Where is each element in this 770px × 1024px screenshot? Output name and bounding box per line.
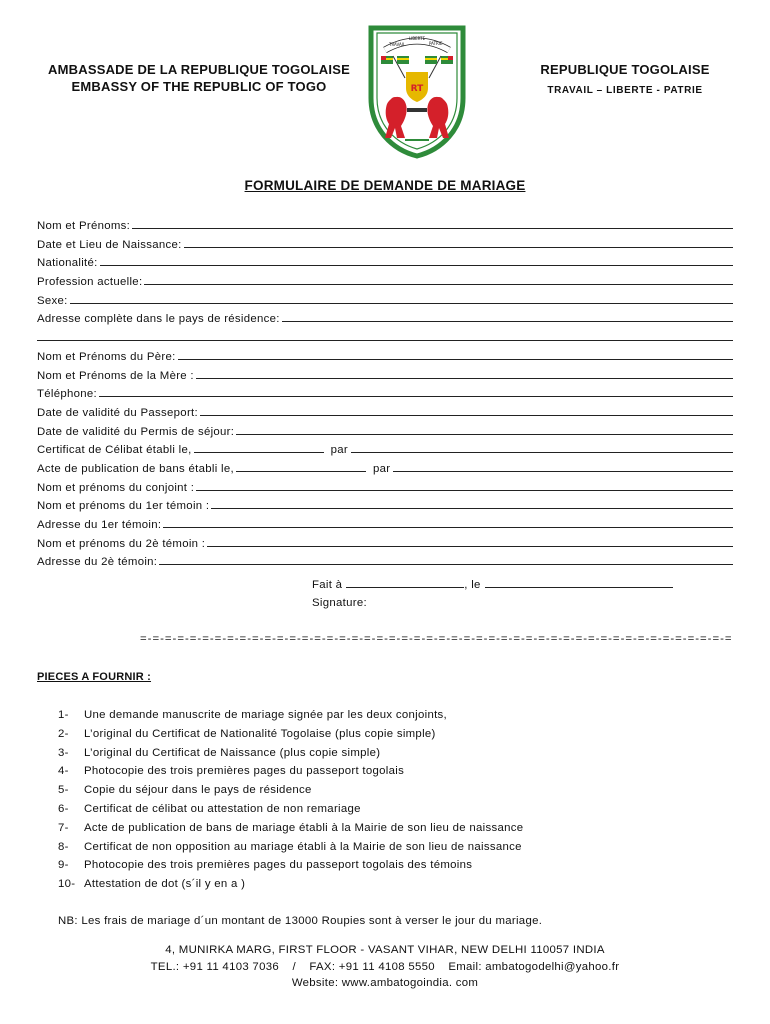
field-label: Date de validité du Permis de séjour: xyxy=(37,425,235,438)
field-temoin1-adresse[interactable] xyxy=(37,517,737,536)
footer xyxy=(0,942,770,992)
field-label: Nom et Prénoms de la Mère : xyxy=(37,369,194,382)
list-item xyxy=(58,709,738,728)
fait-a-label: Fait à xyxy=(312,579,343,591)
item-number: 4- xyxy=(58,765,69,778)
item-text: L’original du Certificat de Nationalité Togolaise (plus copie simple) xyxy=(84,727,436,740)
field-mere[interactable] xyxy=(37,368,737,387)
field-date-lieu-naissance[interactable] xyxy=(37,237,737,256)
list-item xyxy=(58,784,738,803)
field-nom-prenoms[interactable] xyxy=(37,218,737,237)
item-number: 8- xyxy=(58,840,69,853)
fill-line[interactable] xyxy=(184,237,733,248)
field-label: Adresse complète dans le pays de résidence: xyxy=(37,313,280,326)
item-number: 7- xyxy=(58,821,69,834)
list-item xyxy=(58,859,738,878)
fill-line[interactable] xyxy=(211,498,733,509)
embassy-name-fr: AMBASSADE DE LA REPUBLIQUE TOGOLAISE xyxy=(48,62,350,77)
field-temoin2-adresse[interactable] xyxy=(37,554,737,573)
list-item xyxy=(58,841,738,860)
banner-word-1: TRAVAIL xyxy=(389,42,406,47)
list-item xyxy=(58,803,738,822)
field-nationalite[interactable] xyxy=(37,255,737,274)
par-label: par xyxy=(372,462,391,475)
field-label: Profession actuelle: xyxy=(37,276,143,289)
fill-line[interactable] xyxy=(70,293,733,304)
item-text: Certificat de non opposition au mariage établi à la Mairie de son lieu de naissance xyxy=(84,840,522,853)
fill-line-place[interactable] xyxy=(346,577,464,588)
field-label: Téléphone: xyxy=(37,388,97,401)
le-label: , le xyxy=(464,579,481,591)
field-label: Sexe: xyxy=(37,294,68,307)
fill-line[interactable] xyxy=(100,255,733,266)
item-text: Acte de publication de bans de mariage établi à la Mairie de son lieu de naissance xyxy=(84,821,524,834)
fill-line-date[interactable] xyxy=(194,442,324,453)
item-number: 5- xyxy=(58,784,69,797)
field-adresse[interactable] xyxy=(37,311,737,330)
field-adresse-continued[interactable] xyxy=(37,330,737,349)
embassy-heading xyxy=(34,61,364,95)
list-item xyxy=(58,878,738,897)
field-passeport[interactable] xyxy=(37,405,737,424)
item-text: Copie du séjour dans le pays de résidence xyxy=(84,784,312,797)
footer-tel: TEL.: +91 11 4103 7036 xyxy=(150,960,279,973)
fill-line-par[interactable] xyxy=(393,461,733,472)
fill-line[interactable] xyxy=(200,405,733,416)
fill-line[interactable] xyxy=(196,480,733,491)
list-item xyxy=(58,728,738,747)
fill-line[interactable] xyxy=(99,386,733,397)
field-temoin1-nom[interactable] xyxy=(37,498,737,517)
field-pere[interactable] xyxy=(37,349,737,368)
item-number: 3- xyxy=(58,746,69,759)
place-date-line[interactable] xyxy=(312,577,673,591)
item-number: 6- xyxy=(58,802,69,815)
banner-word-3: PATRIE xyxy=(429,41,443,46)
item-text: Certificat de célibat ou attestation de non remariage xyxy=(84,802,361,815)
field-sexe[interactable] xyxy=(37,293,737,312)
fill-line[interactable] xyxy=(159,554,733,565)
field-acte-bans[interactable] xyxy=(37,461,737,480)
field-profession[interactable] xyxy=(37,274,737,293)
field-label: Adresse du 1er témoin: xyxy=(37,519,162,531)
field-label: Nom et prénoms du 2è témoin : xyxy=(37,537,206,550)
footer-slash: / xyxy=(292,960,296,973)
field-label: Acte de publication de bans établi le, xyxy=(37,462,234,475)
field-telephone[interactable] xyxy=(37,386,737,405)
field-label: Adresse du 2è témoin: xyxy=(37,556,158,569)
par-label: par xyxy=(330,444,348,457)
footer-contact xyxy=(0,959,770,976)
form-title: FORMULAIRE DE DEMANDE DE MARIAGE xyxy=(244,178,526,193)
field-temoin2-nom[interactable] xyxy=(37,536,737,555)
list-item xyxy=(58,822,738,841)
fill-line-date[interactable] xyxy=(236,461,366,472)
item-text: L’original du Certificat de Naissance (plus copie simple) xyxy=(84,746,381,759)
pieces-list xyxy=(58,709,738,897)
item-text: Attestation de dot (s´il y en a ) xyxy=(84,878,246,891)
signature-label: Signature: xyxy=(312,597,367,609)
field-conjoint[interactable] xyxy=(37,480,737,499)
field-permis-sejour[interactable] xyxy=(37,424,737,443)
field-label: Date de validité du Passeport: xyxy=(37,406,198,419)
fill-line[interactable] xyxy=(144,274,733,285)
monogram: RT xyxy=(410,84,424,94)
republic-name: REPUBLIQUE TOGOLAISE xyxy=(540,62,710,77)
fill-line[interactable] xyxy=(236,424,733,435)
field-label: Nom et prénoms du conjoint : xyxy=(37,481,195,494)
fill-line[interactable] xyxy=(163,517,733,528)
republic-motto: TRAVAIL – LIBERTE - PATRIE xyxy=(547,85,703,96)
item-number: 10- xyxy=(58,878,76,891)
item-text: Une demande manuscrite de mariage signée par les deux conjoints, xyxy=(84,709,448,721)
item-number: 9- xyxy=(58,859,69,872)
fill-line-date[interactable] xyxy=(485,577,673,588)
field-certificat-celibat[interactable] xyxy=(37,442,737,461)
coat-of-arms-icon xyxy=(365,20,469,160)
field-label: Date et Lieu de Naissance: xyxy=(37,238,182,251)
list-item xyxy=(58,747,738,766)
separator: =-=-=-=-=-=-=-=-=-=-=-=-=-=-=-=-=-=-=-=-=-=-=-=-=-=-=-=-=-=-=-=-=-=-=-=-=-=-=-=-=-=-=-=-=-=-=-= xyxy=(140,633,733,645)
list-item xyxy=(58,765,738,784)
fill-line[interactable] xyxy=(37,330,733,341)
fill-line[interactable] xyxy=(207,536,733,547)
pieces-heading: PIECES A FOURNIR : xyxy=(37,671,152,683)
footer-website[interactable]: Website: www.ambatogoindia. com xyxy=(291,977,479,989)
field-label: Nom et prénoms du 1er témoin : xyxy=(37,500,210,513)
fill-line-par[interactable] xyxy=(351,442,733,453)
embassy-name-en: EMBASSY OF THE REPUBLIC OF TOGO xyxy=(71,79,327,94)
republic-heading xyxy=(500,61,750,99)
fill-line[interactable] xyxy=(282,311,733,322)
fill-line[interactable] xyxy=(178,349,733,360)
fill-line[interactable] xyxy=(132,218,733,229)
marriage-form xyxy=(37,218,737,573)
item-text: Photocopie des trois premières pages du passeport togolais des témoins xyxy=(84,859,473,872)
banner-word-2: LIBERTE xyxy=(409,36,426,41)
field-label: Nom et Prénoms du Père: xyxy=(37,350,176,363)
footer-address: 4, MUNIRKA MARG, FIRST FLOOR - VASANT VIHAR, NEW DELHI 110057 INDIA xyxy=(165,944,605,956)
item-text: Photocopie des trois premières pages du passeport togolais xyxy=(84,765,405,778)
fees-note: NB: Les frais de mariage d´un montant de 13000 Roupies sont à verser le jour du mariage. xyxy=(58,915,543,927)
fill-line[interactable] xyxy=(196,368,733,379)
field-label: Nom et Prénoms: xyxy=(37,220,131,232)
field-label: Certificat de Célibat établi le, xyxy=(37,444,192,457)
item-number: 2- xyxy=(58,727,69,740)
footer-email[interactable]: Email: ambatogodelhi@yahoo.fr xyxy=(448,960,620,973)
field-label: Nationalité: xyxy=(37,257,98,270)
item-number: 1- xyxy=(58,709,69,721)
footer-fax: FAX: +91 11 4108 5550 xyxy=(309,960,435,973)
